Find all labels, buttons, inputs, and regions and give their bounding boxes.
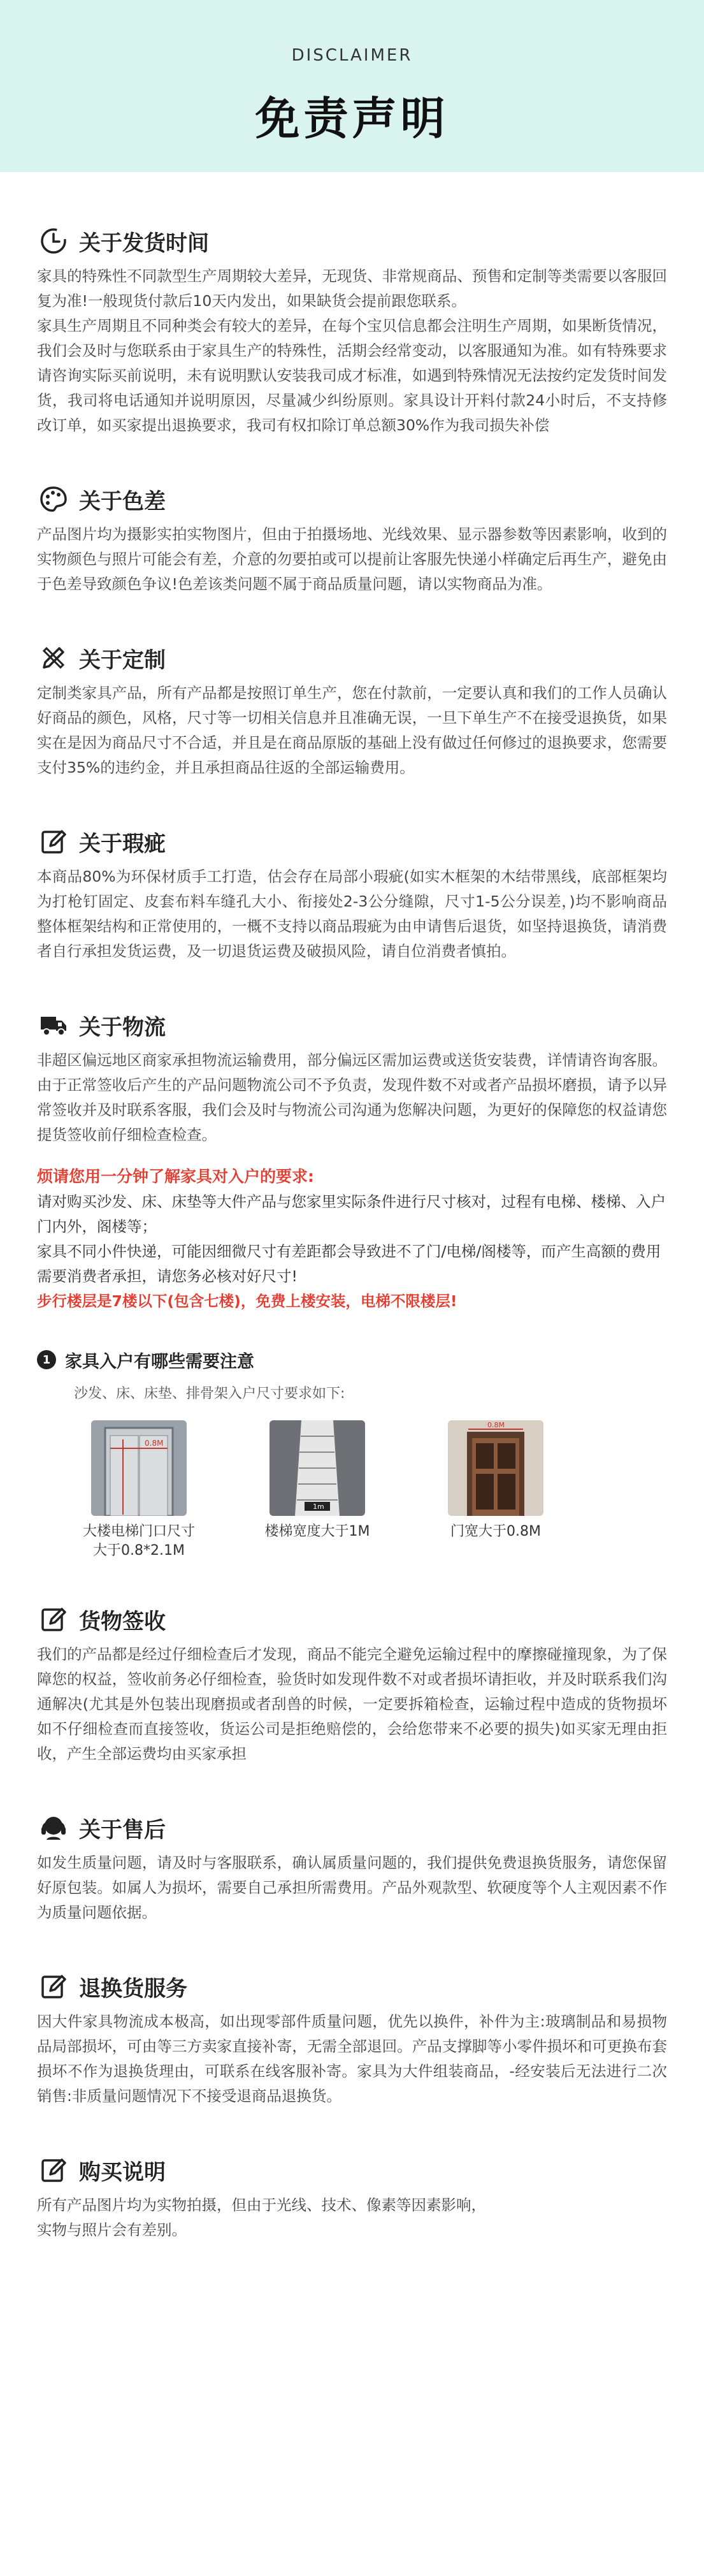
section-text: 产品图片均为摄影实拍实物图片，但由于拍摄场地、光线效果、显示器参数等因素影响，收到的实物颜色与照片可能会有差，介意的勿要拍或可以提前让客服先快递小样确定后再生产，避免由于色差导致颜色争议!色差该类问题不属于商品质量问题，请以实物商品为准。: [37, 525, 667, 593]
section-text: 定制类家具产品，所有产品都是按照订单生产，您在付款前，一定要认真和我们的工作人员确认好商品的颜色，风格，尺寸等一切相关信息并且准确无误，一旦下单生产不在接受退换货，如果实在是因为商品尺寸不合适，并且是在商品原版的基础上没有做过任何修过的退换要求，您需要支付35%的违约金，并且承担商品往返的全部运输费用。: [37, 684, 667, 776]
image-label: 0.8M: [487, 1421, 505, 1429]
headset-icon: [37, 1811, 70, 1844]
section-title: 关于发货时间: [79, 230, 209, 256]
faq-title: 家具入户有哪些需要注意: [65, 1351, 254, 1372]
section-text: 本商品80%为环保材质手工打造，估会存在局部小瑕疵(如实木框架的木结带黑线，底部框架均为打枪钉固定、皮套布料车缝孔大小、衔接处2-3公分缝隙，尺寸1-5公分误差，)均不影响商品整体框架结构和正常使用的，一概不支持以商品瑕疵为由申请售后退货，如坚持退换货，请消费者自行承担发货运费，及一切退货运费及破损风险，请自位消费者慎拍。: [37, 868, 667, 960]
truck-icon: [37, 1008, 70, 1042]
section-return: [37, 1963, 667, 2109]
content: [0, 218, 704, 2243]
stairs-image: [269, 1420, 365, 1516]
section-header: [37, 218, 667, 264]
signature-icon: [37, 1603, 70, 1636]
notice-title: 烦请您用一分钟了解家具对入户的要求:: [37, 1167, 314, 1186]
stairs-figure: [247, 1420, 387, 1561]
elevator-figure: [69, 1420, 209, 1561]
edit-icon: [37, 1970, 70, 2003]
section-custom: [37, 635, 667, 780]
section-header: [37, 476, 667, 522]
faq-subtitle: 沙发、床、床垫、排骨架入户尺寸要求如下:: [74, 1386, 345, 1402]
section-text: 如发生质量问题，请及时与客服联系，确认属质量问题的，我们提供免费退换货服务，请您保留好原包装。如属人为损坏，需要自己承担所需费用。产品外观款型、软硬度等个人主观因素不作为质量问题依据。: [37, 1854, 667, 1921]
number-badge: 1: [37, 1350, 56, 1369]
section-text: 家具的特殊性不同款型生产周期较大差异，无现货、非常规商品、预售和定制等类需要以客服回复为准!一般现货付款后10天内发出，如果缺货会提前跟您联系。 家具生产周期且不同种类会有较大的差异，在每个宝贝信息都会注明生产周期，如果断货情况，我们会及时与您联系由于家具生产的特殊性，活期会经常变动，以客服通知为准。如有特殊要求请咨询实际买前说明，未有说明默认安装我司成才标准，如遇到特殊情况无法按约定发货时间发货，我司将电话通知并说明原因，尽量减少纠纷原则。家具设计开料付款24小时后，不支持修改订单，如买家提出退换要求，我司有权扣除订单总额30%作为我司损失补偿: [37, 267, 667, 434]
entry-size-images: [69, 1420, 667, 1561]
section-title: 退换货服务: [79, 1976, 187, 2002]
faq-header: [37, 1344, 667, 1375]
section-receipt: [37, 1596, 667, 1766]
figure-caption: 门宽大于0.8M: [450, 1524, 541, 1539]
notice-text: 请对购买沙发、床、床垫等大件产品与您家里实际条件进行尺寸核对，过程有电梯、楼梯、入户门内外，阁楼等； 家具不同小件快递，可能因细微尺寸有差距都会导致进不了门/电梯/阁楼等，而产生高额的费用需要消费者承担，请您务必核对好尺寸!: [37, 1193, 666, 1285]
pencil-ruler-icon: [37, 641, 70, 674]
section-logistics: [37, 1002, 667, 1561]
palette-icon: [37, 483, 70, 516]
notice-highlight: 步行楼层是7楼以下(包含七楼)，免费上楼安装，电梯不限楼层!: [37, 1292, 457, 1310]
section-title: 关于定制: [79, 647, 166, 673]
section-aftersales: [37, 1805, 667, 1925]
section-title: 购买说明: [79, 2159, 166, 2185]
section-title: 关于色差: [79, 488, 166, 514]
image-label: 1m: [313, 1503, 324, 1511]
section-color: [37, 476, 667, 597]
section-title: 关于瑕疵: [79, 831, 166, 857]
door-figure: [426, 1420, 566, 1561]
edit-icon: [37, 2153, 70, 2187]
disclaimer-banner: [0, 0, 704, 172]
door-image: [448, 1420, 543, 1516]
edit-icon: [37, 825, 70, 858]
section-text: 我们的产品都是经过仔细检查后才发现，商品不能完全避免运输过程中的摩擦碰撞现象，为了保障您的权益，签收前务必仔细检查，验货时如发现件数不对或者损坏请拒收，并及时联系我们沟通解决(尤其是外包装出现磨损或者刮兽的时候，一定要拆箱检查，运输过程中造成的货物损坏如不仔细检查而直接签收，货运公司是拒绝赔偿的，会给您带来不必要的损失)如买家无理由拒收，产生全部运费均由买家承担: [37, 1645, 667, 1763]
section-title: 关于物流: [79, 1014, 166, 1040]
figure-caption: 楼梯宽度大于1M: [264, 1524, 370, 1539]
section-header: [37, 1002, 667, 1048]
section-header: [37, 635, 667, 681]
clock-icon: [37, 224, 70, 258]
elevator-image: [91, 1420, 187, 1516]
section-flaw: [37, 819, 667, 964]
image-label: 0.8M: [145, 1439, 164, 1448]
section-purchase: [37, 2147, 667, 2243]
section-header: [37, 819, 667, 864]
section-title: 关于售后: [79, 1817, 166, 1843]
banner-subtitle: DISCLAIMER: [291, 46, 413, 65]
section-header: [37, 2147, 667, 2193]
section-title: 货物签收: [79, 1608, 166, 1634]
figure-caption: 大楼电梯门口尺寸 大于0.8*2.1M: [82, 1524, 195, 1559]
section-text: 非超区偏远地区商家承担物流运输费用，部分偏远区需加运费或送货安装费，详情请咨询客服。由于正常签收后产生的产品问题物流公司不予负责，发现件数不对或者产品损坏磨损，请予以异常签收并及时联系客服，我们会及时与物流公司沟通为您解决问题，为更好的保障您的权益请您提货签收前仔细检查检查。: [37, 1051, 667, 1144]
banner-title: 免责声明: [255, 92, 449, 145]
section-header: [37, 1596, 667, 1642]
section-header: [37, 1963, 667, 2009]
section-text: 所有产品图片均为实物拍摄，但由于光线、技术、像素等因素影响， 实物与照片会有差别。: [37, 2196, 486, 2239]
section-text: 因大件家具物流成本极高，如出现零部件质量问题，优先以换件，补件为主:玻璃制品和易损物品局部损坏，可由等三方卖家直接补寄，无需全部退回。产品支撑脚等小零件损坏和可更换布套损坏不作为退换货理由，可联系在线客服补寄。家具为大件组装商品，-经安装后无法进行二次销售:非质量问题情况下不接受退商品退换货。: [37, 2012, 667, 2105]
section-header: [37, 1805, 667, 1851]
section-shipping: [37, 218, 667, 438]
